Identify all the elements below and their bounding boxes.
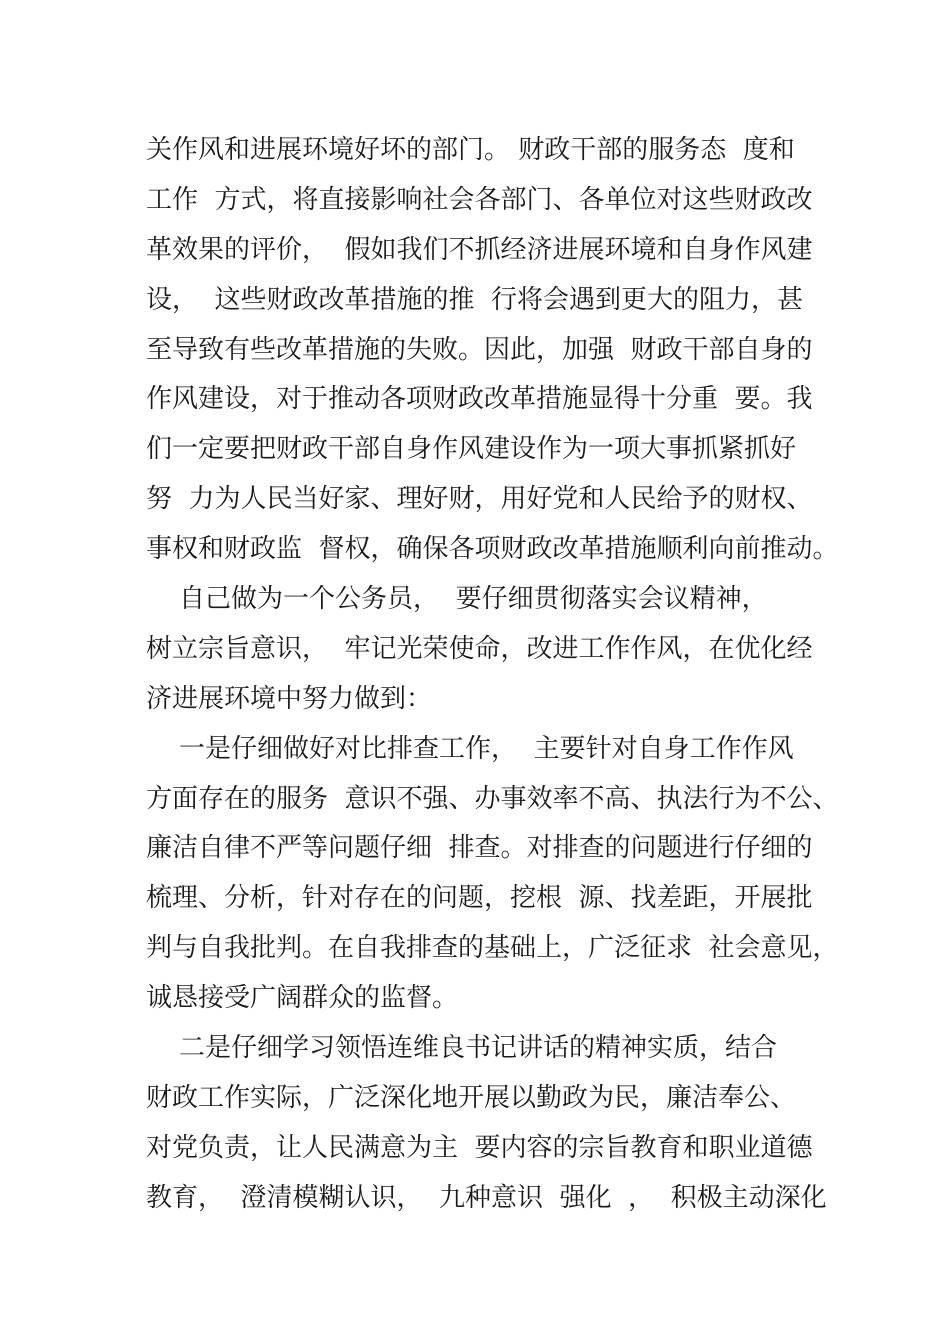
text-line-16: 梳理、分析，针对存在的问题，挖根 源、找差距，开展批 [146,883,813,914]
text-line-20: 财政工作实际，广泛深化地开展以勤政为民，廉洁奉公、 [146,1082,797,1113]
text-line-10: 自己做为一个公务员， 要仔细贯彻落实会议精神， [146,584,768,615]
text-line-15: 廉洁自律不严等问题仔细 排查。对排查的问题进行仔细的 [146,833,813,864]
text-line-1: 关作风和进展环境好坏的部门。 财政干部的服务态 度和 [146,135,795,165]
text-line-19: 二是仔细学习领悟连维良书记讲话的精神实质，结合 [146,1033,778,1064]
text-line-13: 一是仔细做好对比排查工作， 主要针对自身工作作风 [146,733,794,764]
text-line-17: 判与自我批判。在自我排查的基础上，广泛征求 社会意见， [146,933,839,964]
text-line-8: 努 力为人民当好家、理好财，用好党和人民给予的财权、 [146,484,813,515]
text-line-7: 们一定要把财政干部自身作风建设作为一项大事抓紧抓好 [146,434,797,465]
text-line-9: 事权和财政监 督权，确保各项财政改革措施顺利向前推动。 [146,534,839,565]
text-line-18: 诚恳接受广阔群众的监督。 [146,983,459,1014]
text-line-21: 对党负责，让人民满意为主 要内容的宗旨教育和职业道德 [146,1132,813,1163]
document-body [146,126,846,1224]
text-line-6: 作风建设，对于推动各项财政改革措施显得十分重 要。我 [146,384,813,415]
text-line-22: 教育， 澄清模糊认识， 九种意识 强化 ， 积极主动深化 [146,1182,827,1213]
text-line-11: 树立宗旨意识， 牢记光荣使命，改进工作作风，在优化经 [146,633,813,664]
text-line-4: 设， 这些财政改革措施的推 行将会遇到更大的阻力，甚 [146,284,804,315]
text-line-2: 工作 方式，将直接影响社会各部门、各单位对这些财政改 [146,184,813,215]
text-line-3: 革效果的评价， 假如我们不抓经济进展环境和自身作风建 [146,234,813,265]
text-line-12: 济进展环境中努力做到： [146,683,433,714]
text-line-5: 至导致有些改革措施的失败。因此，加强 财政干部自身的 [146,334,813,365]
text-line-14: 方面存在的服务 意识不强、办事效率不高、执法行为不公、 [146,783,839,814]
